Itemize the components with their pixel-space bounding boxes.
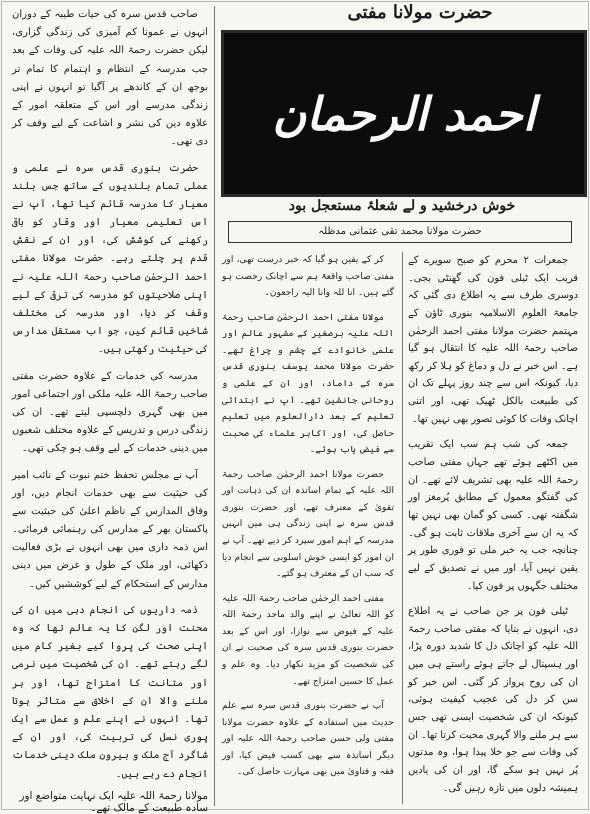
paragraph: حضرت بنوری قدس سرہ نے علمی و عملی تمام بلندیوں کے ساتھ جس بلند معیار کا مدرسہ قائم کیا تھا، آپ نے اس تعلیمی معیار اور وقار کو باقی رکھنے کی کوشش کی، اور ان کے نقش قدم پر چلتے رہے۔ حضرت مولانا مفتی احمد الرحمٰن صاحب رحمۃ اللہ علیہ نے اپنی صلاحیتوں کو مدرسہ کی ترقی کے لیے وقف کر دیا، اور مدرسہ کی مختلف شاخیں قائم کیں، جو اب مستقل مدارس کی حیثیت رکھتی ہیں۔ bbox=[12, 162, 208, 356]
paragraph: آپ نے مجلس تحفظ ختم نبوت کے نائب امیر کی حیثیت سے بھی خدمات انجام دیں، اور وفاق المدارس کے ناظم اعلیٰ کی حیثیت سے پاکستان بھر کے مدارس کی رہنمائی فرمائی۔ اس ذمہ داری میں بھی انہوں نے بڑی فعالیت دکھائی، اور ملک کے طول و عرض میں دینی مدارس کے استحکام کے لیے کوششیں کیں۔ bbox=[12, 469, 208, 590]
paragraph: کر کے یقین ہو گیا کہ خبر درست تھی، اور مفتی صاحب واقعۃً ہم سے اچانک رخصت ہو گئے ہیں۔ انا للہ وانا الیہ راجعون۔ bbox=[222, 254, 394, 299]
middle-column bbox=[222, 252, 394, 804]
paragraph: ذمہ داریوں کی انجام دہی میں ان کی محنت اور لگن کا یہ عالم تھا کہ وہ اپنی صحت کی پروا کیے بغیر کام میں لگے رہتے تھے۔ ان کی شخصیت میں نرمی اور متانت کا امتزاج تھا، اور ہر ملنے والا ان کے اخلاق سے متاثر ہوتا تھا۔ انہوں نے اپنے علم و عمل سے ایک پوری نسل کی تربیت کی، اور ان کے شاگرد آج ملک و بیرون ملک دینی خدمات انجام دے رہے ہیں۔ bbox=[12, 604, 208, 780]
attribution-box bbox=[228, 221, 572, 243]
paragraph: ٹیلی فون پر جن صاحب نے یہ اطلاع دی، انہوں نے بتایا کہ مفتی صاحب رحمۃ اللہ علیہ کو اچانک دل کا شدید دورہ پڑا، اور ہسپتال لے جاتے ہوئے راستے ہی میں ان کی روح پرواز کر گئی۔ اس خبر کو سن کر دل کی عجیب کیفیت ہوئی، کیونکہ ان کی شخصیت ایسی تھی جس سے ہر ملنے والا گہری محبت کرتا تھا۔ ان کی وفات سے جو خلا پیدا ہوا، وہ مدتوں پُر نہیں ہو سکے گا، اور ان کی یادیں ہمیشہ دلوں میں تازہ رہیں گی۔ bbox=[408, 606, 578, 794]
paragraph: مدرسہ کی خدمات کے علاوہ حضرت مفتی صاحب رحمۃ اللہ علیہ ملکی اور اجتماعی امور میں بھی گہری دلچسپی لیتے تھے۔ ان کی زندگی درس و تدریس کے علاوہ مختلف شعبوں میں دینی خدمات کے لیے وقف ہو چکی تھی۔ bbox=[12, 370, 208, 455]
author-byline: حضرت مولانا مفتی bbox=[347, 2, 493, 23]
paragraph: مولانا مفتی احمد الرحمٰن صاحب رحمۃ اللہ علیہ برصغیر کے مشہور عالم اور علمی خانوادے کے چشم و چراغ تھے۔ حضرت مولانا محمد یوسف بنوری قدس سرہ کے داماد، اور ان کے علمی و روحانی جانشین تھے۔ آپ نے ابتدائی تعلیم کے بعد دارالعلوم میں تعلیم حاصل کی، اور اکابر علماء کی صحبت سے فیض یاب ہوئے۔ bbox=[222, 311, 394, 456]
attribution-text: حضرت مولانا محمد تقی عثمانی مدظلہ bbox=[318, 226, 482, 237]
article-title: احمد الرحمان bbox=[272, 86, 536, 141]
column-divider-left bbox=[214, 6, 215, 806]
left-column bbox=[12, 6, 208, 786]
paragraph: صاحب قدس سرہ کی حیات طیبہ کے دوران انہوں نے عمونا کم آمیزی کی زندگی گزاری، لیکن حضرت رحمۃ اللہ علیہ کی وفات کے بعد جب مدرسہ کے انتظام و اہتمام کا تمام تر بوجھ ان کے کاندھے پر آگیا تو انہوں نے اپنی زندگی مدرسے اور اس کے متعلقہ امور کے علاوہ دین کی نشر و اشاعت کے لیے وقف کر دی تھی۔ bbox=[12, 9, 208, 148]
right-column bbox=[408, 252, 578, 804]
paragraph: جمعرات ۲ محرم کو صبح سویرے کے قریب ایک ٹیلی فون کی گھنٹی بجی۔ دوسری طرف سے یہ اطلاع دی گئی کہ جامعۃ العلوم الاسلامیہ بنوری ٹاؤن کے مہتمم حضرت مولانا مفتی احمد الرحمٰن صاحب رحمۃ اللہ علیہ کا انتقال ہو گیا ہے۔ اس خبر نے دل و دماغ کو ہلا کر رکھ دیا، کیونکہ اس سے چند روز پہلے تک ان کی طبیعت بالکل ٹھیک تھی، اور اتنی اچانک وفات کا کوئی تصور بھی نہیں تھا۔ bbox=[408, 255, 578, 425]
paragraph: آپ نے حضرت بنوری قدس سرہ سے علم حدیث میں استفادہ کے علاوہ حضرت مولانا مفتی ولی حسن صاحب رحمۃ اللہ علیہ اور دیگر اساتذہ سے بھی کسب فیض کیا، اور فقہ و فتاویٰ میں بھی مہارت حاصل کی۔ bbox=[222, 700, 394, 778]
closing-line: مولانا رحمۃ اللہ علیہ ایک نہایت متواضع اور سادہ طبیعت کے مالک تھے۔ bbox=[19, 790, 208, 814]
paragraph: جمعہ کی شب ہم سب ایک تقریب میں اکٹھے ہوئے تھے جہاں مفتی صاحب رحمۃ اللہ علیہ بھی تشریف لائے تھے۔ ان کی گفتگو معمول کے مطابق پُرمغز اور شگفتہ تھی۔ کسی کو گمان بھی نہیں تھا کہ یہ ان سے آخری ملاقات ثابت ہو گی۔ چنانچہ جب یہ خبر ملی تو فوری طور پر یقین نہیں آیا، اور میں نے تصدیق کے لیے مختلف جگہوں پر فون کیا۔ bbox=[408, 439, 578, 592]
title-banner bbox=[221, 30, 587, 197]
subheading: خوش درخشید و لے شعلۂ مستعجل بود bbox=[288, 198, 516, 214]
paragraph: حضرت مولانا احمد الرحمٰن صاحب رحمۃ اللہ علیہ کے تمام اساتذہ ان کی ذہانت اور تقویٰ کے معترف تھے، اور حضرت بنوری قدس سرہ نے اپنی زندگی ہی میں انہیں مدرسہ کے اہم امور سپرد کر دیے تھے۔ آپ نے ان امور کو ایسی خوش اسلوبی سے انجام دیا کہ سب ان کے معترف ہو گئے۔ bbox=[222, 468, 394, 580]
paragraph: مفتی احمد الرحمٰن صاحب رحمۃ اللہ علیہ کو اللہ تعالیٰ نے اپنے والد ماجد رحمۃ اللہ علیہ کے فیوض سے نوازا، اور اس کے بعد حضرت بنوری قدس سرہ کی صحبت نے ان کی شخصیت کو مزید نکھار دیا۔ وہ علم و عمل کا حسین امتزاج تھے۔ bbox=[222, 592, 394, 687]
column-divider-right bbox=[402, 252, 403, 804]
